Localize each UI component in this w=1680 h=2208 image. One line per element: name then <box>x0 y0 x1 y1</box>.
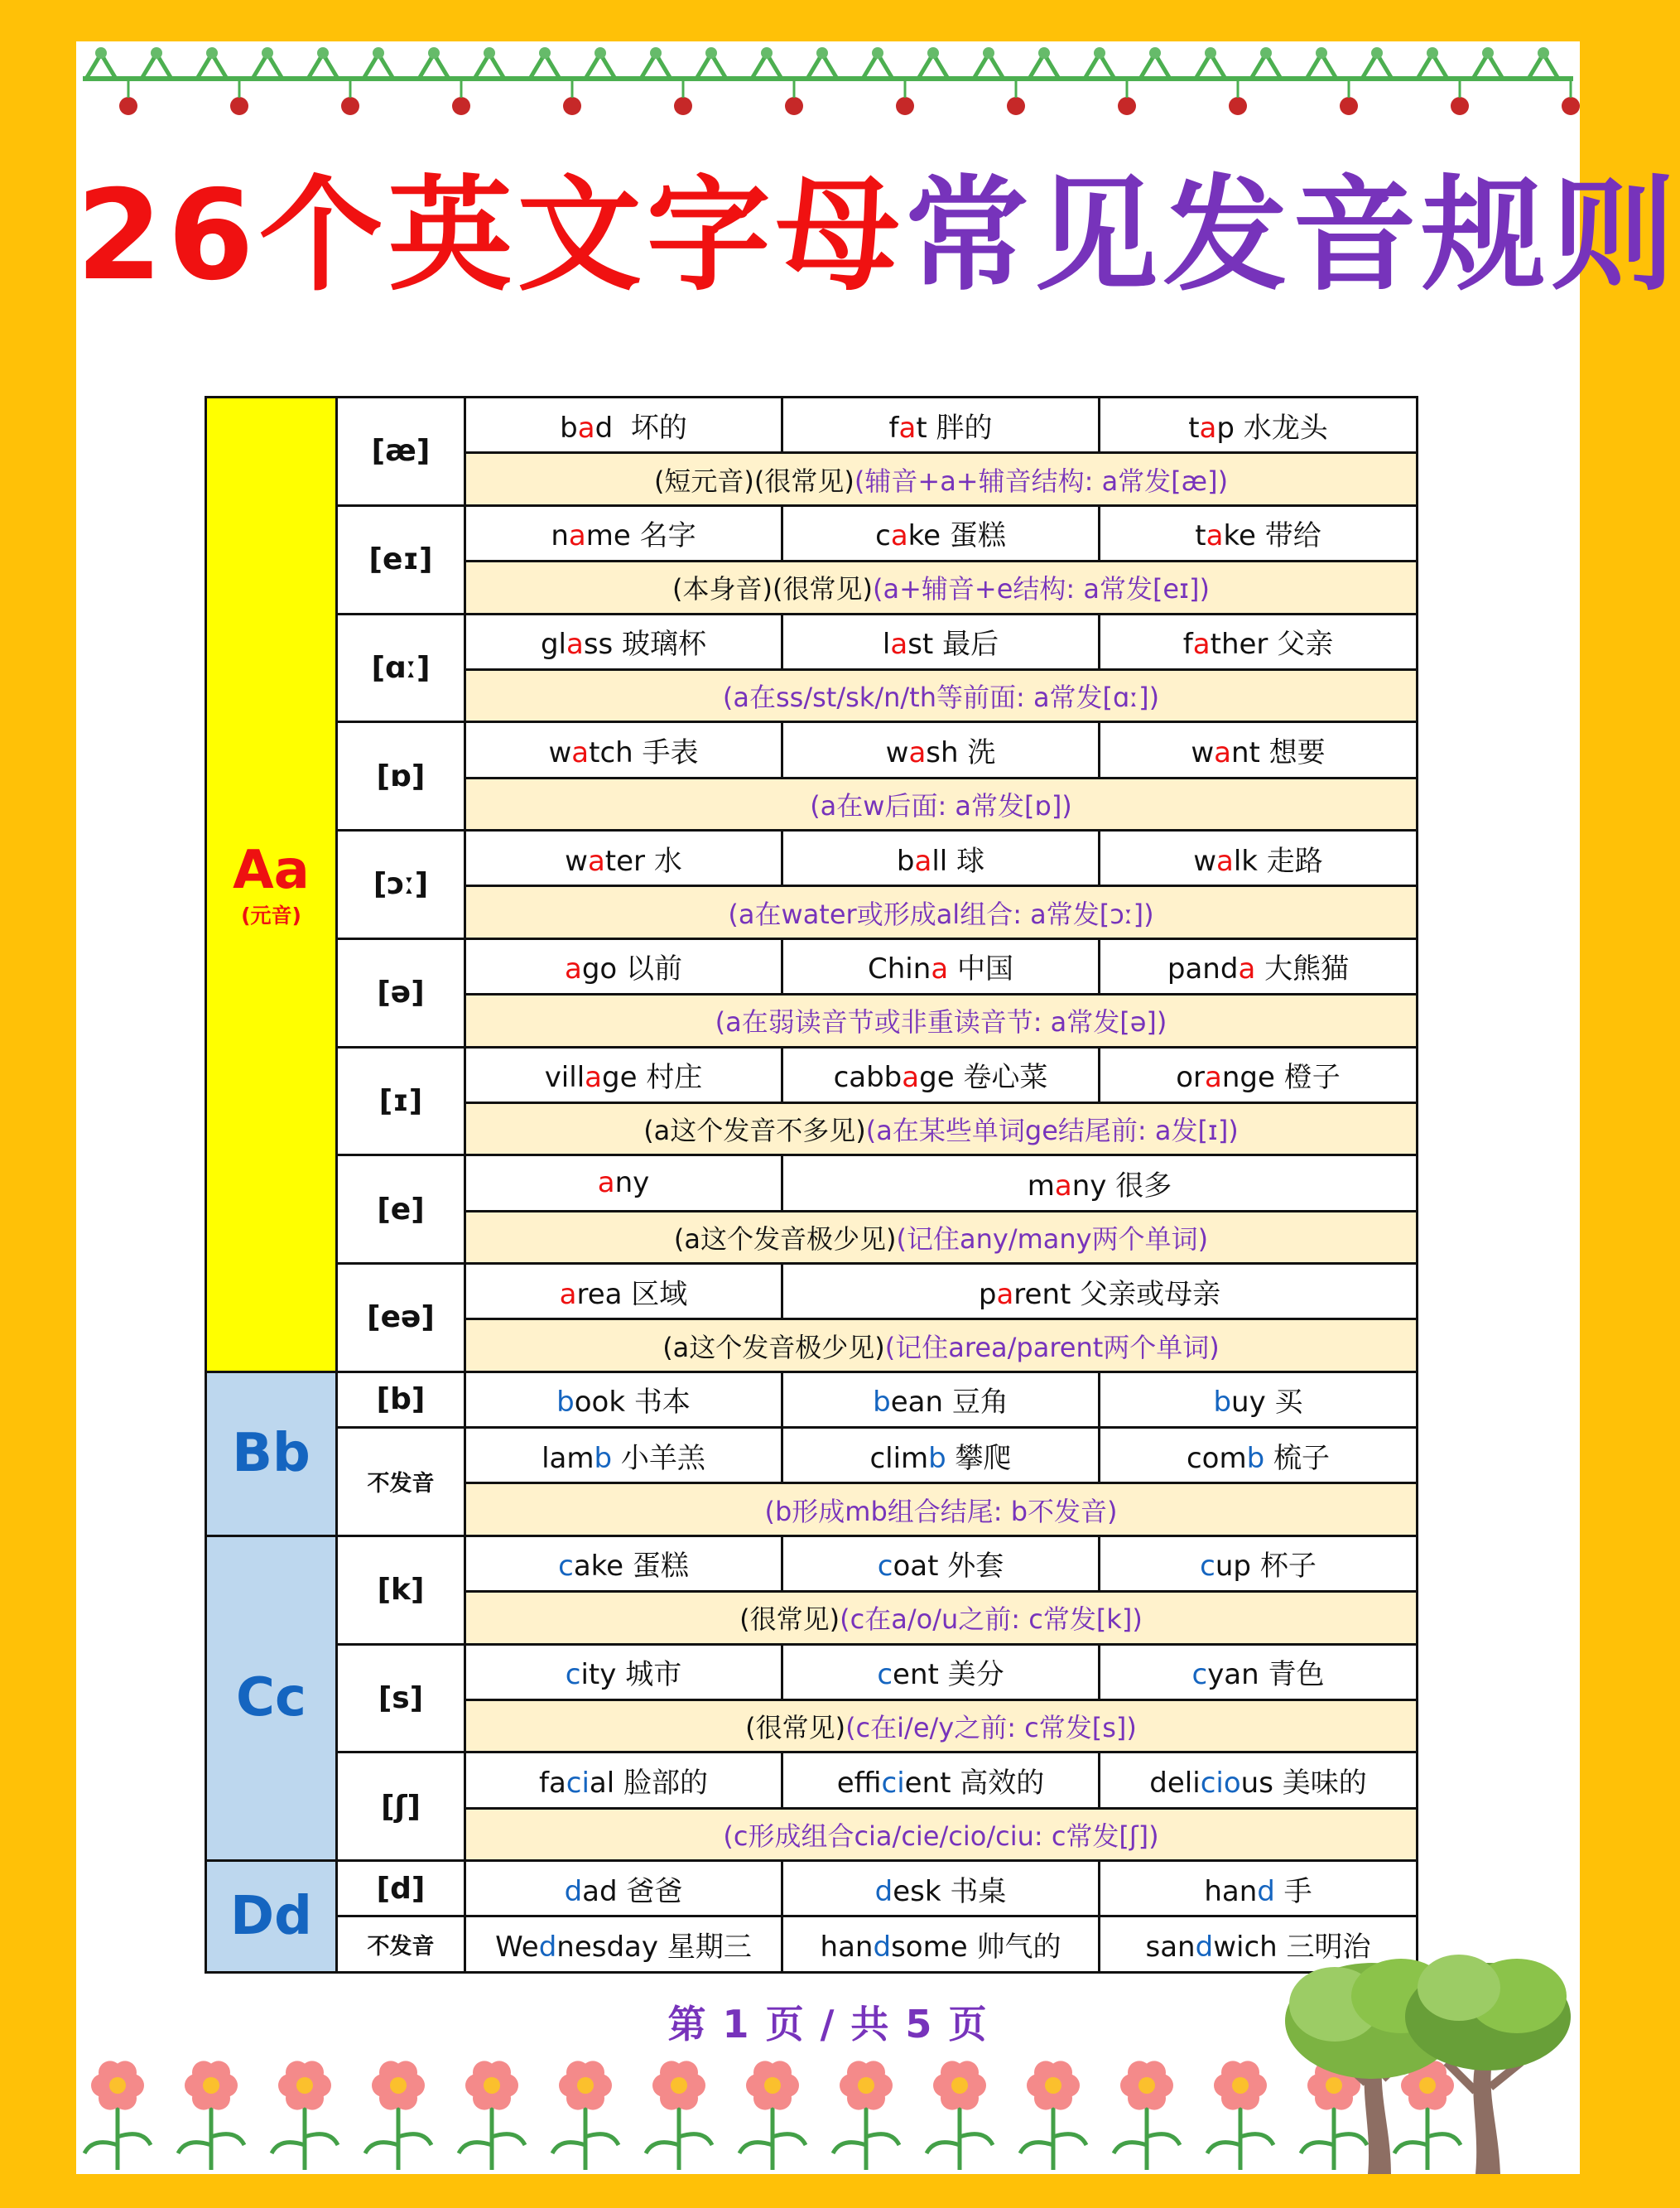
word-part: go <box>581 952 618 986</box>
word-part: 卷心菜 <box>954 1061 1048 1095</box>
word-part: 买 <box>1265 1386 1303 1420</box>
word-part: nt <box>1230 735 1260 769</box>
word-part: sh <box>926 735 959 769</box>
highlight-letter: a <box>1216 844 1234 878</box>
note-plain: (本身音)(很常见) <box>672 573 873 605</box>
example-word <box>782 1861 1100 1916</box>
example-word <box>1100 1372 1418 1427</box>
example-word <box>465 938 782 994</box>
example-word <box>782 1428 1100 1483</box>
example-word <box>1100 722 1418 778</box>
example-word <box>782 1264 1418 1319</box>
word-part: ad <box>582 1874 618 1908</box>
letter-cell <box>206 398 337 1372</box>
note-rule: (a在某些单词ge结尾前: a发[ɪ]) <box>865 1115 1239 1147</box>
note-plain: (很常见) <box>739 1603 840 1636</box>
note-plain: (a这个发音极少见) <box>662 1331 885 1363</box>
example-word <box>782 398 1100 453</box>
word-part: 球 <box>947 844 985 878</box>
letter-label: Aa <box>233 839 310 901</box>
word-part: st <box>907 628 934 662</box>
word-part: l <box>882 628 891 662</box>
table-row <box>206 1535 1418 1591</box>
word-part: tch <box>589 735 633 769</box>
word-part: 外套 <box>938 1550 1004 1584</box>
example-word <box>465 1428 782 1483</box>
highlight-letter: d <box>564 1874 583 1908</box>
note-rule: (记住any/many两个单词) <box>896 1222 1209 1255</box>
highlight-letter: a <box>908 735 927 769</box>
example-word <box>1100 1535 1418 1591</box>
word-part: f <box>1182 628 1193 662</box>
rule-note <box>465 562 1418 614</box>
word-part: We <box>495 1931 539 1965</box>
word-part: 橙子 <box>1274 1061 1341 1095</box>
word-part: 大熊猫 <box>1255 952 1350 986</box>
word-part: 美味的 <box>1273 1766 1367 1800</box>
phonetic-cell: [ɪ] <box>337 1047 465 1155</box>
tree-decoration <box>1268 1938 1580 2174</box>
word-part: 父亲或母亲 <box>1071 1277 1221 1311</box>
example-word <box>465 1535 782 1591</box>
phonetic-cell: 不发音 <box>337 1916 465 1973</box>
word-part: rent <box>1013 1277 1071 1311</box>
word-part: cabb <box>833 1061 903 1095</box>
highlight-letter: a <box>1206 519 1224 553</box>
highlight-letter: a <box>1214 735 1231 769</box>
example-word <box>465 722 782 778</box>
highlight-letter: a <box>890 628 908 662</box>
highlight-letter: a <box>597 1166 615 1200</box>
example-word <box>1100 614 1418 669</box>
word-part: pand <box>1167 952 1239 986</box>
letter-label: Bb <box>232 1423 310 1485</box>
word-part: w <box>565 844 588 878</box>
rule-note <box>465 1592 1418 1644</box>
phonetic-cell: [d] <box>337 1861 465 1916</box>
highlight-letter: c <box>877 1550 893 1584</box>
page-title <box>76 164 1680 308</box>
highlight-letter: b <box>873 1386 891 1420</box>
word-part: ny <box>614 1166 650 1200</box>
note-rule: (a在弱读音节或非重读音节: a常发[ə]) <box>715 1006 1167 1039</box>
highlight-letter: b <box>1246 1441 1265 1475</box>
highlight-letter: a <box>559 1277 577 1311</box>
word-part: w <box>885 735 909 769</box>
phonetic-cell: [ɔː] <box>337 831 465 939</box>
word-part: w <box>548 735 572 769</box>
highlight-letter: a <box>1054 1169 1072 1203</box>
letter-label: Cc <box>236 1667 306 1729</box>
table-row <box>206 1752 1418 1808</box>
word-part: t <box>1188 411 1200 445</box>
word-part: 小羊羔 <box>612 1441 705 1475</box>
word-part: fa <box>538 1766 566 1800</box>
word-part: 水龙头 <box>1234 411 1328 445</box>
highlight-letter: a <box>564 952 582 986</box>
word-part: us <box>1240 1766 1273 1800</box>
word-part: ean <box>890 1386 944 1420</box>
word-part: 水 <box>645 844 682 878</box>
word-part: 攀爬 <box>946 1441 1012 1475</box>
word-part: ook <box>574 1386 626 1420</box>
word-part: deli <box>1149 1766 1201 1800</box>
example-word <box>1100 398 1418 453</box>
word-part: 区域 <box>622 1277 688 1311</box>
word-part: ss <box>583 628 614 662</box>
word-part: han <box>820 1931 874 1965</box>
note-plain: (a这个发音极少见) <box>673 1222 897 1255</box>
highlight-letter: c <box>877 1658 893 1692</box>
highlight-letter: b <box>594 1441 613 1475</box>
word-part: 青色 <box>1259 1658 1325 1692</box>
word-part: 最后 <box>933 628 999 662</box>
page-indicator: 第 1 页 / 共 5 页 <box>667 2002 989 2046</box>
table-row <box>206 614 1418 669</box>
phonetic-cell: [ʃ] <box>337 1752 465 1861</box>
table-row <box>206 1155 1418 1211</box>
note-rule: (记住area/parent两个单词) <box>884 1331 1220 1363</box>
word-part: n <box>551 519 569 553</box>
word-part: 爸爸 <box>617 1874 683 1908</box>
highlight-letter: a <box>890 519 908 553</box>
rule-note <box>465 1699 1418 1752</box>
rule-note <box>465 1211 1418 1263</box>
phonetic-cell: [ə] <box>337 938 465 1047</box>
letter-cell <box>206 1372 337 1535</box>
word-part: 高效的 <box>951 1766 1045 1800</box>
word-part: 蛋糕 <box>623 1550 689 1584</box>
table-row <box>206 1264 1418 1319</box>
highlight-letter: a <box>585 1061 602 1095</box>
example-word <box>782 1535 1100 1591</box>
note-rule: (a在water或形成al组合: a常发[ɔː]) <box>728 898 1154 930</box>
example-word <box>782 1752 1100 1808</box>
word-part: ny <box>1071 1169 1107 1203</box>
word-part: 村庄 <box>637 1061 703 1095</box>
word-part: 书本 <box>625 1386 691 1420</box>
word-part: clim <box>869 1441 929 1475</box>
word-part: ter <box>604 844 646 878</box>
example-word <box>782 1047 1100 1102</box>
highlight-letter: b <box>928 1441 946 1475</box>
title-part-red: 26个英文字母 <box>76 164 905 308</box>
word-part: t <box>916 411 927 445</box>
example-word <box>782 831 1100 886</box>
word-part: 书桌 <box>941 1874 1007 1908</box>
rule-note <box>465 886 1418 938</box>
highlight-letter: d <box>1195 1931 1214 1965</box>
example-word <box>1100 938 1418 994</box>
word-part: w <box>1193 844 1216 878</box>
highlight-letter: a <box>566 628 584 662</box>
word-part: ent <box>893 1658 939 1692</box>
table-row <box>206 505 1418 561</box>
highlight-letter: a <box>1192 628 1211 662</box>
note-rule: (c形成组合cia/cie/cio/ciu: c常发[ʃ]) <box>723 1820 1159 1852</box>
rule-note <box>465 778 1418 830</box>
highlight-letter: c <box>558 1550 574 1584</box>
example-word <box>782 505 1100 561</box>
example-word <box>465 505 782 561</box>
pronunciation-table <box>205 396 1418 1974</box>
word-part: 手 <box>1274 1874 1312 1908</box>
phonetic-cell: [b] <box>337 1372 465 1427</box>
example-word <box>1100 505 1418 561</box>
word-part: 玻璃杯 <box>613 628 707 662</box>
word-part: esk <box>893 1874 941 1908</box>
word-part: 想要 <box>1259 735 1326 769</box>
word-part: w <box>1191 735 1215 769</box>
example-word <box>465 1155 782 1211</box>
vine-border-top <box>76 41 1580 133</box>
example-word <box>782 1155 1418 1211</box>
highlight-letter: c <box>1200 1550 1215 1584</box>
word-part: 蛋糕 <box>941 519 1006 553</box>
note-rule: (a在ss/st/sk/n/th等前面: a常发[ɑː]) <box>722 682 1160 714</box>
word-part: effi <box>836 1766 882 1800</box>
word-part: 坏的 <box>613 411 687 445</box>
highlight-letter: a <box>587 844 605 878</box>
rule-note <box>465 1483 1418 1535</box>
note-rule: (辅音+a+辅音结构: a常发[æ]) <box>854 465 1229 497</box>
rule-note <box>465 1808 1418 1860</box>
word-part: ge <box>602 1061 638 1095</box>
letter-cell <box>206 1861 337 1973</box>
example-word <box>465 1861 782 1916</box>
note-rule: (c在a/o/u之前: c常发[k]) <box>840 1603 1143 1636</box>
example-word <box>782 614 1100 669</box>
word-part: m <box>1027 1169 1055 1203</box>
word-part: 洗 <box>958 735 996 769</box>
note-plain: (很常见) <box>745 1712 846 1744</box>
highlight-letter: a <box>931 952 949 986</box>
word-part: me <box>585 519 631 553</box>
word-part: han <box>1204 1874 1258 1908</box>
highlight-letter: a <box>902 1061 920 1095</box>
highlight-letter: a <box>577 411 595 445</box>
example-word <box>1100 1752 1418 1808</box>
note-plain: (短元音)(很常见) <box>653 465 854 497</box>
highlight-letter: d <box>538 1931 557 1965</box>
word-part: t <box>1195 519 1206 553</box>
rule-note <box>465 1102 1418 1155</box>
highlight-letter: ci <box>566 1766 590 1800</box>
word-part: 以前 <box>617 952 683 986</box>
word-part: rea <box>576 1277 623 1311</box>
word-part: ge <box>919 1061 955 1095</box>
word-part: lk <box>1233 844 1258 878</box>
table-row <box>206 1644 1418 1699</box>
note-rule: (c在i/e/y之前: c常发[s]) <box>845 1712 1137 1744</box>
highlight-letter: b <box>556 1386 575 1420</box>
example-word <box>1100 1644 1418 1699</box>
phonetic-cell: [æ] <box>337 398 465 506</box>
word-part: nesday <box>556 1931 659 1965</box>
phonetic-cell: [eə] <box>337 1264 465 1372</box>
highlight-letter: a <box>898 411 917 445</box>
highlight-letter: a <box>1205 1061 1222 1095</box>
example-word <box>465 831 782 886</box>
word-part: b <box>560 411 578 445</box>
word-part: oat <box>893 1550 939 1584</box>
word-part: 走路 <box>1257 844 1323 878</box>
word-part: wich <box>1213 1931 1278 1965</box>
word-part: 美分 <box>938 1658 1004 1692</box>
word-part: or <box>1176 1061 1206 1095</box>
word-part: ther <box>1210 628 1268 662</box>
example-word <box>465 614 782 669</box>
word-part: p <box>978 1277 997 1311</box>
note-rule: (a+辅音+e结构: a常发[eɪ]) <box>872 573 1210 605</box>
word-part: nge <box>1221 1061 1275 1095</box>
word-part: san <box>1145 1931 1196 1965</box>
phonetic-cell: [k] <box>337 1535 465 1644</box>
example-word <box>465 1916 782 1973</box>
example-word <box>465 398 782 453</box>
example-word <box>465 1047 782 1102</box>
highlight-letter: d <box>1257 1874 1275 1908</box>
table-row <box>206 938 1418 994</box>
letter-cell <box>206 1535 337 1860</box>
example-word <box>465 1644 782 1699</box>
word-part: 名字 <box>630 519 696 553</box>
highlight-letter: a <box>1199 411 1217 445</box>
word-part: some <box>891 1931 968 1965</box>
note-plain: (a这个发音不多见) <box>643 1115 866 1147</box>
rule-note <box>465 453 1418 505</box>
word-part: 三明治 <box>1277 1931 1371 1965</box>
example-word <box>465 1372 782 1427</box>
highlight-letter: ci <box>881 1766 905 1800</box>
example-word <box>782 1644 1100 1699</box>
word-part: c <box>875 519 891 553</box>
word-part: 杯子 <box>1251 1550 1317 1584</box>
example-word <box>465 1752 782 1808</box>
phonetic-cell: [s] <box>337 1644 465 1752</box>
word-part: yan <box>1207 1658 1259 1692</box>
example-word <box>782 1916 1100 1973</box>
table-row <box>206 1916 1418 1973</box>
word-part: ke <box>1223 519 1256 553</box>
table-row <box>206 398 1418 453</box>
note-rule: (a在w后面: a常发[ɒ]) <box>810 789 1072 822</box>
word-part: 星期三 <box>658 1931 752 1965</box>
highlight-letter: a <box>996 1277 1014 1311</box>
word-part: vill <box>544 1061 585 1095</box>
highlight-letter: b <box>1213 1386 1232 1420</box>
word-part: al <box>589 1766 615 1800</box>
phonetic-cell: [e] <box>337 1155 465 1264</box>
example-word <box>1100 1047 1418 1102</box>
poster-page <box>76 41 1680 2174</box>
word-part: gl <box>540 628 566 662</box>
phonetic-cell: [eɪ] <box>337 505 465 614</box>
example-word <box>1100 1861 1418 1916</box>
word-part: ake <box>573 1550 624 1584</box>
highlight-letter: c <box>1191 1658 1208 1692</box>
word-part: 胖的 <box>927 411 993 445</box>
highlight-letter: a <box>568 519 586 553</box>
phonetic-cell: [ɒ] <box>337 722 465 831</box>
example-word <box>465 1264 782 1319</box>
word-part: ll <box>931 844 948 878</box>
word-part: b <box>896 844 915 878</box>
word-part: 城市 <box>616 1658 682 1692</box>
word-part: p <box>1216 411 1235 445</box>
example-word <box>782 938 1100 994</box>
word-part: 豆角 <box>943 1386 1008 1420</box>
word-part: 梳子 <box>1264 1441 1331 1475</box>
word-part: up <box>1215 1550 1252 1584</box>
word-part: 很多 <box>1106 1169 1172 1203</box>
highlight-letter: a <box>571 735 590 769</box>
word-part: 中国 <box>948 952 1013 986</box>
phonetic-cell: [ɑː] <box>337 614 465 722</box>
highlight-letter: c <box>565 1658 581 1692</box>
word-part: Chin <box>868 952 931 986</box>
title-part-purple: 常见发音规则 <box>904 164 1680 308</box>
highlight-letter: cio <box>1200 1766 1241 1800</box>
table-row <box>206 1861 1418 1916</box>
word-part: lam <box>542 1441 594 1475</box>
word-part: 脸部的 <box>614 1766 709 1800</box>
rule-note <box>465 995 1418 1047</box>
example-word <box>782 722 1100 778</box>
word-part: 带给 <box>1255 519 1321 553</box>
highlight-letter: d <box>873 1931 892 1965</box>
rule-note <box>465 669 1418 721</box>
rule-note <box>465 1319 1418 1372</box>
example-word <box>1100 831 1418 886</box>
word-part: ke <box>907 519 941 553</box>
word-part: d <box>594 411 614 445</box>
table-row <box>206 831 1418 886</box>
table-row <box>206 1047 1418 1102</box>
highlight-letter: a <box>1238 952 1256 986</box>
word-part: uy <box>1231 1386 1266 1420</box>
letter-label: Dd <box>230 1885 312 1947</box>
letter-sublabel: (元音) <box>241 904 301 928</box>
word-part: com <box>1186 1441 1247 1475</box>
table-row <box>206 1372 1418 1427</box>
word-part: ent <box>904 1766 951 1800</box>
word-part: f <box>888 411 899 445</box>
highlight-letter: d <box>874 1874 893 1908</box>
phonetic-cell: 不发音 <box>337 1428 465 1536</box>
table-row <box>206 1428 1418 1483</box>
word-part: 帅气的 <box>967 1931 1061 1965</box>
word-part: 父亲 <box>1268 628 1334 662</box>
word-part: 手表 <box>633 735 699 769</box>
example-word <box>782 1372 1100 1427</box>
note-rule: (b形成mb组合结尾: b不发音) <box>764 1495 1118 1527</box>
table-row <box>206 722 1418 778</box>
highlight-letter: a <box>914 844 932 878</box>
word-part: ity <box>580 1658 617 1692</box>
example-word <box>1100 1428 1418 1483</box>
